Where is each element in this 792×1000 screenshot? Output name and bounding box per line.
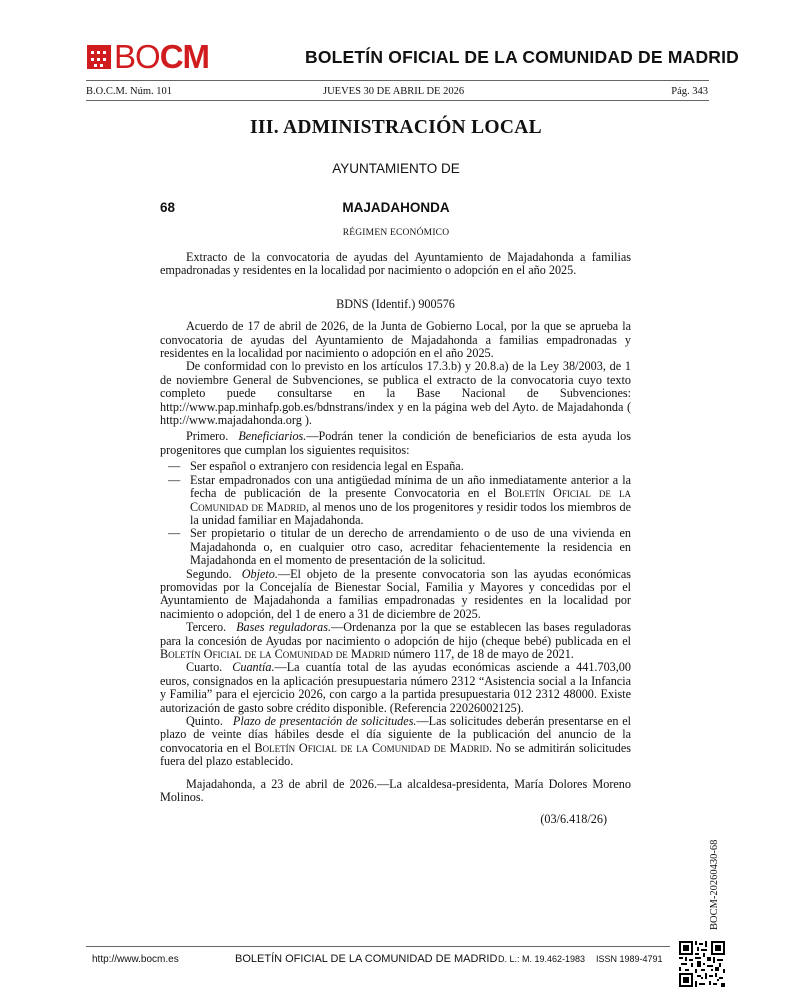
requirement-text: Ser español o extranjero con residencia legal en España. [190, 459, 464, 474]
quinto-label: Quinto. [186, 714, 223, 728]
page-number: Pág. 343 [671, 86, 708, 97]
issue-number: B.O.C.M. Núm. 101 [86, 86, 173, 97]
requirement-item [160, 527, 631, 567]
bocm-logo [87, 38, 210, 75]
signature: Majadahonda, a 23 de abril de 2026.—La alcaldesa-presidenta, María Dolores Moreno Molinos. [160, 776, 631, 805]
paragraph-tercero [160, 621, 631, 661]
issue-date: JUEVES 30 DE ABRIL DE 2026 [323, 86, 465, 97]
requirement-item [160, 474, 631, 528]
bdns-id: BDNS (Identif.) 900576 [336, 296, 455, 311]
tercero-label: Tercero. [186, 620, 227, 635]
section-title: III. ADMINISTRACIÓN LOCAL [250, 117, 542, 138]
requirement-text: Estar empadronados con una antigüedad mínima de un año inmediatamente anterior a la fecha de publicación de la presente Convocatoria en el [190, 472, 631, 501]
dash-bullet: — [168, 526, 181, 541]
subheading: RÉGIMEN ECONÓMICO [342, 228, 450, 238]
segundo-title: Objeto. [241, 566, 278, 581]
paragraph-cuarto [160, 661, 631, 715]
paragraph-primero [160, 430, 631, 457]
madrid-stars-icon [87, 45, 111, 69]
issn: ISSN 1989-4791 [596, 954, 663, 964]
header-rule [86, 80, 709, 81]
logo-text-cm: CM [159, 38, 210, 75]
paragraph-conformidad: De conformidad con lo previsto en los artículos 17.3.b) y 20.8.a) de la Ley 38/2003, de 1 de noviembre General de Subvenciones, se publica el extracto de la convocatoria cuyo texto completo puede consultarse en la Base Nacional de Subvenciones: http://www.pap.minhafp.gob.es/bdnstrans/index y en la página web del Ayto. de Majadahonda ( http://www.majadahonda.org ). [160, 359, 631, 428]
segundo-text: —El objeto de la presente convocatoria son las ayudas económicas promovidas por la Concejalía de Bienestar Social, Familia y Mayores y concedidas por el Ayuntamiento de Majadahonda a familias empadronadas y residentes en la localidad por nacimiento o adopción, del 1 de enero a 31 de diciembre de 2025. [160, 566, 631, 621]
boletin-reference: Boletín Oficial de la Comunidad de Madrid [190, 486, 631, 514]
quinto-text: —Las solicitudes deberán presentarse en el plazo de veinte días hábiles desde el día siguiente de la publicación del anuncio de la convocatoria en el [160, 714, 631, 755]
dash-bullet: — [168, 459, 181, 474]
tercero-text: número 117, de 18 de mayo de 2021. [390, 646, 574, 661]
primero-text: —Podrán tener la condición de beneficiarios de esta ayuda los progenitores que cumplan los siguientes requisitos: [160, 429, 631, 457]
requirement-text: Ser propietario o titular de un derecho de arrendamiento o de uso de una vivienda en Majadahonda o, en cualquier otro caso, acreditar fehacientemente la residencia en Majadahonda en el momento de presentación de la solicitud. [190, 526, 631, 568]
paragraph-segundo [160, 568, 631, 622]
cuarto-title: Cuantía. [232, 660, 275, 675]
meta-rule [86, 100, 709, 101]
requirement-text: , al menos uno de los progenitores y residir todos los miembros de la unidad familiar en Majadahonda. [190, 499, 631, 527]
requirement-item [160, 460, 631, 473]
legal-deposit: D. L.: M. 19.462-1983 [498, 954, 586, 964]
quinto-text: . No se admitirán solicitudes fuera del plazo establecido. [160, 740, 631, 769]
footer-rule [86, 946, 670, 947]
summary-paragraph: Extracto de la convocatoria de ayudas del Ayuntamiento de Majadahonda a familias empadronadas y residentes en la localidad por nacimiento o adopción en el año 2025. [160, 250, 631, 278]
footer-url-link[interactable]: http://www.bocm.es [92, 954, 179, 965]
cuarto-text: —La cuantía total de las ayudas económicas asciende a 441.703,00 euros, consignados en la aplicación presupuestaria número 2312 “Asistencia social a la Infancia y Familia” para el ejercicio 2026, con cargo a la partida presupuestaria 012 2312 48000. Existe autorización de gasto sobre crédito disponible. (Referencia 22026002125). [160, 660, 631, 715]
municipality-heading: MAJADAHONDA [342, 200, 450, 215]
primero-label: Primero. [186, 429, 229, 444]
dash-bullet: — [168, 472, 181, 487]
tercero-text: —Ordenanza por la que se establecen las bases reguladoras para la concesión de Ayudas por nacimiento o adopción de hijo (cheque bebé) publicada en el [160, 620, 631, 648]
segundo-label: Segundo. [186, 566, 232, 581]
entity-heading: AYUNTAMIENTO DE [332, 161, 460, 176]
bulletin-title: BOLETÍN OFICIAL DE LA COMUNIDAD DE MADRID [305, 47, 740, 67]
primero-title: Beneficiarios. [238, 429, 307, 444]
boletin-reference: Boletín Oficial de la Comunidad de Madrid [160, 646, 391, 661]
paragraph-quinto [160, 715, 631, 769]
qr-code-icon[interactable] [679, 941, 725, 987]
paragraph-acuerdo: Acuerdo de 17 de abril de 2026, de la Junta de Gobierno Local, por la que se aprueba la convocatoria de ayudas del Ayuntamiento de Majadahonda a familias empadronadas y residentes en la localidad por nacimiento o adopción en el año 2025. [160, 319, 631, 361]
boletin-reference: Boletín Oficial de la Comunidad de Madrid [254, 740, 489, 755]
bocm-side-code: BOCM-20260430-68 [709, 839, 720, 930]
announcement-number: 68 [160, 200, 176, 215]
logo-text-bo: BO [114, 38, 160, 75]
cuarto-label: Cuarto. [186, 660, 223, 675]
document-body [160, 251, 631, 827]
footer-title: BOLETÍN OFICIAL DE LA COMUNIDAD DE MADRID [235, 953, 498, 965]
tercero-title: Bases reguladoras. [236, 620, 332, 635]
reference-code: (03/6.418/26) [540, 812, 607, 827]
quinto-title: Plazo de presentación de solicitudes. [232, 714, 417, 728]
